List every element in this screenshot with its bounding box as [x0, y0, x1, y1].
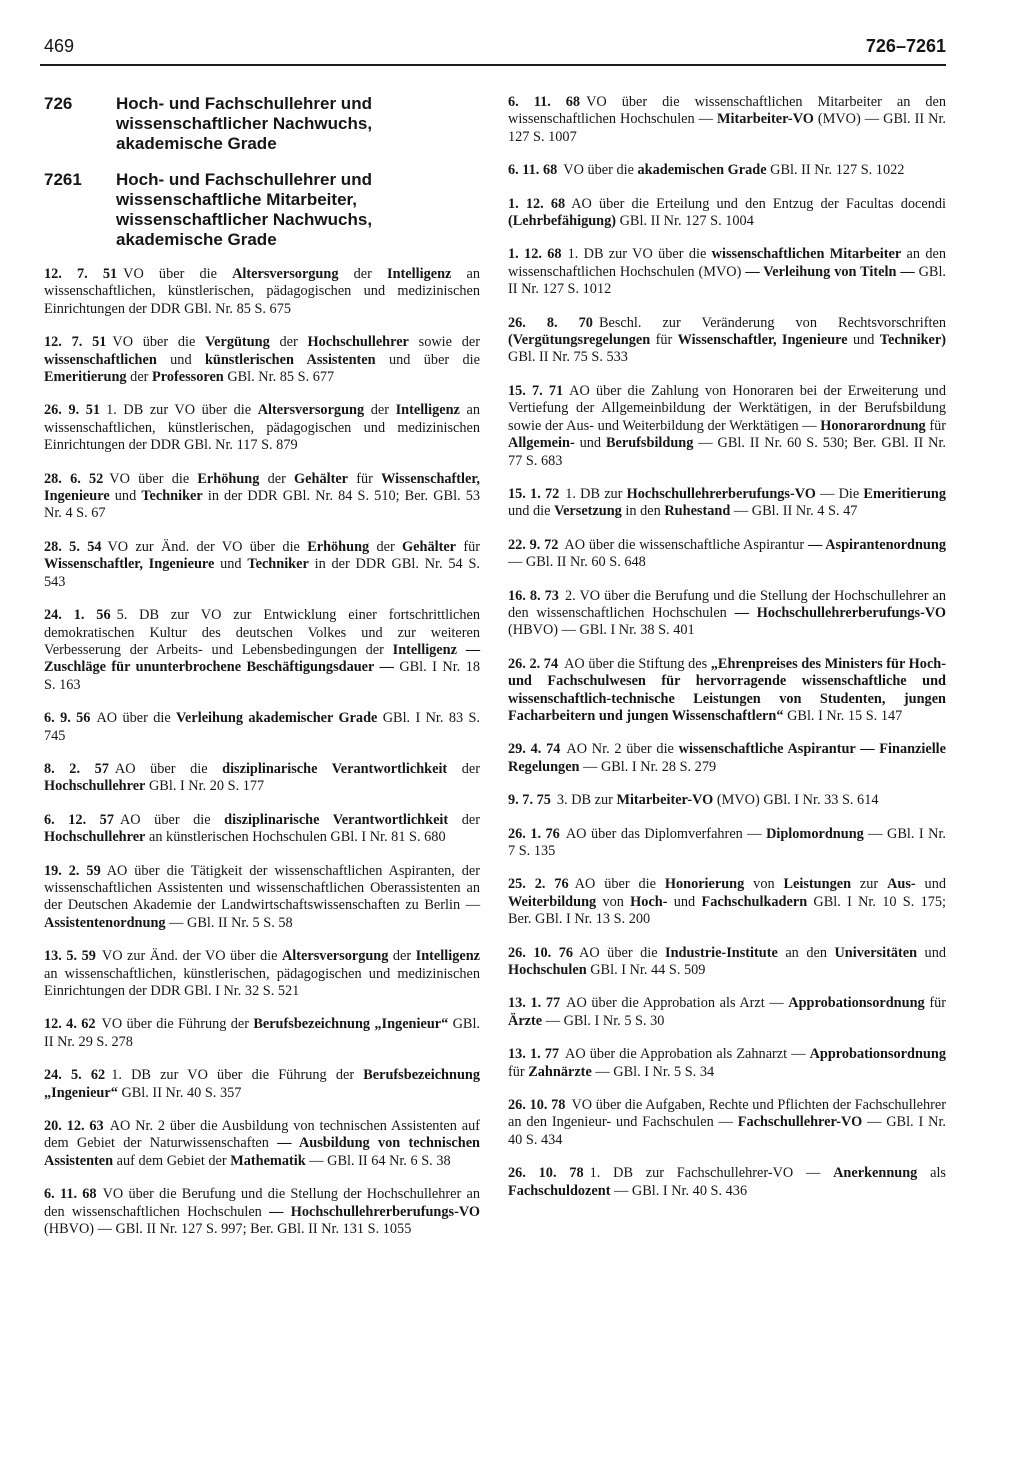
entry-text: VO über die	[123, 266, 233, 282]
entry-text: und	[109, 488, 142, 505]
entry-text: — Die	[815, 485, 864, 502]
entry-text: der	[338, 266, 388, 282]
entry-text: an den wissenschaftlichen Hochschulen (MVO)	[508, 246, 946, 280]
entry-text: sowie der	[408, 334, 480, 351]
entry-text: GBl. I Nr. 15 S. 147	[783, 707, 903, 724]
law-entry	[508, 995, 946, 1030]
entry-keyword: Fachschuldozent	[508, 1182, 611, 1199]
entry-keyword: Mitarbeiter-VO	[717, 111, 814, 128]
entry-text: AO über die Erteilung und den Entzug der Facultas docendi	[571, 195, 946, 212]
entry-text: in der DDR GBl. Nr. 54 S. 543	[44, 556, 480, 590]
entry-date: 13. 1. 77	[508, 995, 561, 1012]
entry-keyword: — Hochschullehrerberufungs-VO	[734, 604, 946, 621]
entry-keyword: Allgemein-	[508, 435, 575, 452]
entry-keyword: Assistentenordnung	[44, 914, 166, 931]
entry-text: Beschl. zur Veränderung von Rechtsvorschriften	[598, 314, 946, 331]
entry-date: 28. 6. 52	[44, 470, 104, 487]
entry-text: 1. DB zur VO über die	[567, 246, 712, 263]
entry-text: und die	[508, 503, 555, 520]
entry-keyword: „Ehrenpreises des Ministers für Hoch- und Fachschulwesen für hervorragende wissenschaftliche und wissenschaftlich-technische Leistungen von Studenten, jungen Facharbeitern und jungen Wissenschaftlern“	[508, 655, 946, 724]
entry-keyword: Approbationsordnung	[788, 995, 925, 1012]
entry-text: GBl. II Nr. 127 S. 1004	[616, 213, 754, 230]
entry-date: 6. 9. 56	[44, 710, 91, 727]
entry-date: 26. 10. 76	[508, 944, 574, 961]
entry-text: AO über die Zahlung von Honoraren bei der Erweiterung und Vertiefung der Allgemeinbildung der Werktätigen, in der Berufsbildung sowie der Aus- und Weiterbildung der Werktätigen —	[508, 382, 946, 434]
entry-text: — GBl. I Nr. 40 S. 436	[610, 1182, 748, 1199]
entry-text: an künstlerischen Hochschulen GBl. I Nr. 81 S. 680	[145, 829, 446, 846]
entry-keyword: Techniker)	[879, 332, 946, 349]
entry-text: — GBl. II 64 Nr. 6 S. 38	[305, 1152, 451, 1169]
entry-text: AO über die wissenschaftliche Aspirantur	[564, 536, 808, 553]
entry-text: in der DDR GBl. Nr. 84 S. 510; Ber. GBl. 53 Nr. 4 S. 67	[44, 488, 481, 522]
entry-date: 24. 1. 56	[44, 607, 111, 624]
entry-keyword: Gehälter	[294, 470, 349, 487]
entry-text: VO über die	[109, 470, 198, 487]
entry-keyword: Berufsbezeichnung „Ingenieur“	[253, 1016, 449, 1033]
entry-date: 26. 9. 51	[44, 402, 101, 419]
entry-keyword: Leistungen	[783, 876, 852, 893]
entry-text: für	[924, 995, 946, 1012]
entry-keyword: Gehälter	[402, 538, 457, 555]
entry-text: VO zur Änd. der VO über die	[101, 948, 282, 965]
entry-date: 26. 8. 70	[508, 314, 593, 331]
entry-date: 15. 1. 72	[508, 485, 560, 502]
entry-keyword: — Verleihung von Titeln —	[745, 263, 915, 280]
law-entry	[44, 1067, 480, 1102]
law-entry	[508, 1097, 946, 1149]
entry-keyword: Zahnärzte	[528, 1063, 592, 1080]
law-entry	[44, 539, 480, 591]
entry-text: — GBl. I Nr. 7 S. 135	[508, 825, 947, 859]
law-entry	[508, 196, 946, 231]
entry-keyword: Vergütung	[205, 334, 270, 351]
entry-text: und	[915, 876, 947, 893]
entry-keyword: Emeritierung	[863, 485, 946, 502]
entry-text: der	[447, 760, 481, 777]
law-entry	[508, 945, 946, 980]
law-entry	[508, 1165, 946, 1200]
entry-keyword: Intelligenz	[395, 402, 460, 419]
entry-date: 9. 7. 75	[508, 792, 551, 809]
entry-text: 3. DB zur	[556, 792, 617, 809]
entry-text: der	[269, 334, 308, 351]
section-heading-726	[44, 94, 480, 154]
entry-date: 1. 12. 68	[508, 195, 566, 212]
entry-text: VO über die Führung der	[101, 1016, 254, 1033]
entry-text: — GBl. II Nr. 60 S. 530; Ber. GBl. II Nr. 77 S. 683	[508, 435, 946, 469]
section-title: Hoch- und Fachschullehrer und wissenschaftliche Mitarbeiter, wissenschaftlicher Nachwuchs, akademische Grade	[116, 170, 373, 249]
entry-text: an wissenschaftlichen, künstlerischen, pädagogischen und medizinischen Einrichtungen der DDR GBl. Nr. 85 S. 675	[44, 266, 480, 317]
entry-date: 1. 12. 68	[508, 246, 562, 263]
entry-text: GBl. I Nr. 44 S. 509	[586, 962, 706, 979]
entry-keyword: Techniker	[141, 488, 203, 505]
law-entry	[508, 1046, 946, 1081]
entry-text: AO über das Diplomverfahren —	[565, 825, 767, 842]
entry-text: — GBl. I Nr. 5 S. 34	[591, 1063, 715, 1080]
entry-date: 13. 5. 59	[44, 948, 96, 965]
law-entry	[44, 471, 480, 523]
entry-keyword: Altersversorgung	[281, 948, 389, 965]
entry-keyword: Wissenschaftler, Ingenieure	[677, 332, 848, 349]
entry-keyword: Intelligenz	[387, 266, 452, 282]
law-entry	[44, 1186, 480, 1238]
entry-text: AO Nr. 2 über die	[566, 741, 679, 758]
entry-date: 15. 7. 71	[508, 382, 564, 399]
entry-date: 22. 9. 72	[508, 536, 559, 553]
left-column	[44, 94, 480, 1254]
entry-keyword: Intelligenz	[415, 948, 480, 965]
law-entry	[508, 162, 946, 179]
entry-text: 1. DB zur	[565, 485, 627, 502]
entry-keyword: disziplinarische Verantwortlichkeit	[224, 811, 449, 828]
entry-text: und über die	[375, 351, 480, 368]
entry-text: — GBl. II Nr. 5 S. 58	[165, 914, 293, 931]
entry-keyword: Industrie-Institute	[665, 944, 778, 961]
entry-text: AO über die	[579, 944, 666, 961]
entry-keyword: Universitäten	[834, 944, 918, 961]
law-entry	[44, 812, 480, 847]
entry-text: und	[847, 332, 880, 349]
entry-text: und	[156, 351, 205, 368]
entry-text: VO zur Änd. der VO über die	[107, 538, 308, 555]
header-rule	[40, 64, 946, 66]
entry-text: VO über die	[563, 162, 638, 179]
entry-text: AO über die	[96, 710, 177, 727]
entry-keyword: Aus-	[887, 876, 916, 893]
entry-keyword: wissenschaftliche Aspirantur — Finanzielle Regelungen	[508, 741, 946, 775]
entry-text: AO Nr. 2 über die Ausbildung von technischen Assistenten auf dem Gebiet der Naturwissenschaften	[44, 1118, 481, 1152]
entry-text: der	[126, 369, 152, 386]
entry-date: 12. 7. 51	[44, 266, 118, 282]
entry-keyword: Hochschullehrerberufungs-VO	[626, 485, 816, 502]
entry-keyword: — Hochschullehrerberufungs-VO	[269, 1203, 480, 1220]
section-code: 726	[44, 94, 73, 113]
entry-keyword: Honorierung	[664, 876, 745, 893]
entry-text: der	[259, 470, 295, 487]
entry-date: 19. 2. 59	[44, 862, 101, 879]
entry-text: als	[917, 1165, 946, 1182]
entry-text: zur	[851, 876, 888, 893]
right-column	[508, 94, 946, 1216]
law-entry	[508, 486, 946, 521]
entry-text: VO über die Aufgaben, Rechte und Pflichten der Fachschullehrer an den Ingenieur- und Fachschulen —	[508, 1097, 946, 1131]
entry-text: (MVO) GBl. I Nr. 33 S. 614	[713, 792, 879, 809]
entry-text: GBl. I Nr. 18 S. 163	[44, 659, 480, 693]
entry-text: (HBVO) — GBl. I Nr. 38 S. 401	[508, 622, 695, 639]
entry-keyword: Ärzte	[508, 1012, 543, 1029]
entry-text: (HBVO) — GBl. II Nr. 127 S. 997; Ber. GBl. II Nr. 131 S. 1055	[44, 1221, 412, 1238]
entry-date: 13. 1. 77	[508, 1046, 560, 1063]
entry-keyword: Versetzung	[554, 503, 622, 520]
law-entry	[44, 761, 480, 796]
law-entry	[508, 537, 946, 572]
entry-keyword: Verleihung akademischer Grade	[176, 710, 378, 727]
entry-date: 24. 5. 62	[44, 1067, 106, 1084]
entry-text: AO über die	[114, 760, 223, 777]
entry-keyword: — Ausbildung von technischen Assistenten	[44, 1135, 480, 1169]
entry-text: GBl. Nr. 85 S. 677	[223, 369, 335, 386]
law-entry	[44, 863, 480, 933]
entry-keyword: Berufsbezeichnung „Ingenieur“	[44, 1067, 480, 1101]
left-entry-list	[44, 266, 480, 1238]
entry-text: und	[574, 435, 606, 452]
entry-text: GBl. I Nr. 20 S. 177	[145, 778, 265, 795]
entry-text: 2. VO über die Berufung und die Stellung der Hochschullehrer an den wissenschaftlichen Hochschulen	[508, 587, 946, 621]
entry-keyword: Honorarordnung	[820, 417, 926, 434]
entry-text: AO über die Approbation als Arzt —	[566, 995, 789, 1012]
entry-keyword: Berufsbildung	[605, 435, 694, 452]
entry-text: für	[508, 1063, 529, 1080]
entry-keyword: Ruhestand	[664, 503, 731, 520]
law-entry	[508, 246, 946, 298]
entry-text: GBl. II Nr. 127 S. 1022	[766, 162, 905, 179]
entry-keyword: künstlerischen Assistenten	[204, 351, 376, 368]
law-entry	[44, 266, 480, 318]
entry-keyword: Emeritierung	[44, 369, 127, 386]
entry-text: — GBl. I Nr. 40 S. 434	[508, 1114, 946, 1148]
law-entry	[508, 826, 946, 861]
entry-keyword: (Lehrbefähigung)	[508, 213, 617, 230]
entry-keyword: Approbationsordnung	[809, 1046, 946, 1063]
law-entry	[44, 402, 480, 454]
entry-text: — GBl. II Nr. 4 S. 47	[730, 503, 858, 520]
entry-keyword: Wissenschaftler, Ingenieure	[44, 556, 215, 573]
entry-keyword: Erhöhung	[307, 538, 370, 555]
entry-date: 6. 11. 68	[508, 94, 581, 110]
entry-text: (MVO) — GBl. II Nr. 127 S. 1007	[508, 111, 946, 145]
entry-date: 12. 4. 62	[44, 1016, 96, 1033]
entry-text: und	[214, 556, 248, 573]
entry-keyword: disziplinarische Verantwortlichkeit	[222, 760, 448, 777]
entry-keyword: Hoch-	[630, 893, 668, 910]
entry-keyword: Techniker	[247, 556, 309, 573]
entry-text: 1. DB zur VO über die Führung der	[111, 1067, 364, 1084]
entry-text: VO über die wissenschaftlichen Mitarbeiter an den wissenschaftlichen Hochschulen —	[508, 94, 946, 128]
entry-keyword: Mitarbeiter-VO	[616, 792, 714, 809]
law-entry	[508, 876, 946, 928]
entry-text: GBl. I Nr. 10 S. 175; Ber. GBl. I Nr. 13 S. 200	[508, 893, 947, 928]
entry-date: 12. 7. 51	[44, 334, 107, 351]
entry-date: 20. 12. 63	[44, 1118, 104, 1135]
entry-date: 26. 2. 74	[508, 655, 559, 672]
law-entry	[44, 607, 480, 694]
entry-text: AO über die	[574, 876, 665, 893]
entry-text: AO über die Tätigkeit der wissenschaftlichen Aspiranten, der wissenschaftlichen Assistenten und wissenschaftlichen Oberassistenten an der Deutschen Akademie der Landwirtschaftswissenschaften zu Berlin —	[44, 862, 480, 914]
entry-text: der	[388, 948, 416, 965]
law-entry	[44, 948, 480, 1000]
right-entry-list	[508, 94, 946, 1200]
entry-keyword: Anerkennung	[833, 1165, 918, 1182]
entry-keyword: Weiterbildung	[508, 893, 597, 910]
law-entry	[44, 1118, 480, 1170]
entry-date: 28. 5. 54	[44, 538, 102, 555]
law-entry	[508, 792, 946, 809]
entry-text: der	[448, 811, 480, 828]
entry-keyword: Fachschulkadern	[701, 893, 808, 910]
entry-text: auf dem Gebiet der	[113, 1152, 231, 1169]
entry-date: 8. 2. 57	[44, 760, 109, 777]
entry-text: an wissenschaftlichen, künstlerischen, pädagogischen und medizinischen Einrichtungen der DDR GBl. Nr. 117 S. 879	[44, 402, 481, 454]
entry-text: an den	[777, 944, 835, 961]
law-entry	[44, 334, 480, 386]
entry-text: für	[348, 470, 382, 487]
entry-text: der	[364, 402, 396, 419]
entry-text: 1. DB zur VO über die	[106, 402, 258, 419]
entry-text: VO über die Berufung und die Stellung der Hochschullehrer an den wissenschaftlichen Hochschulen	[44, 1186, 480, 1220]
entry-keyword: Intelligenz — Zuschläge für ununterbrochene Beschäftigungsdauer —	[44, 641, 480, 676]
entry-date: 25. 2. 76	[508, 876, 569, 893]
entry-text: AO über die Stiftung des	[564, 655, 711, 672]
entry-date: 29. 4. 74	[508, 741, 561, 758]
entry-keyword: Fachschullehrer-VO	[737, 1114, 863, 1131]
entry-date: 26. 1. 76	[508, 825, 560, 842]
entry-keyword: Erhöhung	[197, 470, 260, 487]
entry-text: GBl. II Nr. 75 S. 533	[508, 349, 628, 366]
law-entry	[508, 383, 946, 470]
law-entry	[508, 94, 946, 146]
entry-text: VO über die	[112, 334, 206, 351]
entry-keyword: Hochschullehrer	[307, 334, 409, 351]
entry-text: GBl. I Nr. 83 S. 745	[44, 710, 481, 744]
law-entry	[508, 315, 946, 367]
entry-keyword: Altersversorgung	[257, 402, 365, 419]
entry-date: 6. 11. 68	[508, 162, 558, 179]
entry-text: 1. DB zur Fachschullehrer-VO —	[589, 1165, 834, 1182]
page-number: 469	[44, 36, 75, 56]
entry-date: 6. 11. 68	[44, 1186, 97, 1203]
entry-text: — GBl. I Nr. 28 S. 279	[579, 758, 717, 775]
entry-date: 26. 10. 78	[508, 1165, 584, 1182]
page-range: 726–7261	[865, 36, 946, 56]
law-entry	[508, 741, 946, 776]
law-entry	[44, 1016, 480, 1051]
entry-text: und	[667, 893, 702, 910]
entry-text: für	[650, 332, 678, 349]
law-entry	[508, 588, 946, 640]
entry-text: für	[925, 417, 946, 434]
entry-text: an wissenschaftlichen, künstlerischen, pädagogischen und medizinischen Einrichtungen der DDR GBl. I Nr. 32 S. 521	[44, 965, 480, 999]
entry-keyword: akademischen Grade	[637, 162, 767, 179]
entry-keyword: wissenschaftlichen	[44, 351, 157, 368]
entry-keyword: Wissenschaftler, Ingenieure	[44, 470, 480, 505]
entry-text: — GBl. I Nr. 5 S. 30	[542, 1012, 665, 1029]
entry-keyword: Altersversorgung	[232, 266, 339, 282]
entry-text: AO über die	[119, 811, 225, 828]
entry-text: 5. DB zur VO zur Entwicklung einer fortschrittlichen demokratischen Kultur des deutschen Volkes und zur weiteren Verbesserung der Arbeits- und Lebensbedingungen der	[44, 607, 481, 658]
entry-keyword: Professoren	[152, 369, 224, 386]
entry-text: der	[369, 538, 403, 555]
entry-text: AO über die Approbation als Zahnarzt —	[565, 1046, 810, 1063]
entry-text: in den	[621, 503, 665, 520]
entry-date: 16. 8. 73	[508, 587, 559, 604]
entry-keyword: Hochschullehrer	[44, 829, 146, 846]
entry-text: GBl. II Nr. 40 S. 357	[117, 1084, 242, 1101]
entry-keyword: Hochschulen	[508, 962, 587, 979]
section-heading-7261	[44, 170, 480, 250]
entry-text: von	[744, 876, 784, 893]
section-title: Hoch- und Fachschullehrer und wissenschaftlicher Nachwuchs, akademische Grade	[116, 94, 373, 153]
entry-date: 26. 10. 78	[508, 1097, 566, 1114]
entry-keyword: wissenschaftlichen Mitarbeiter	[711, 246, 902, 263]
entry-keyword: (Vergütungsregelungen	[508, 332, 651, 349]
law-entry	[44, 710, 480, 745]
entry-text: — GBl. II Nr. 60 S. 648	[508, 554, 646, 571]
entry-keyword: Diplomordnung	[766, 825, 864, 842]
entry-text: GBl. II Nr. 29 S. 278	[44, 1016, 480, 1050]
entry-keyword: Mathematik	[230, 1152, 306, 1169]
law-entry	[508, 656, 946, 726]
entry-keyword: — Aspirantenordnung	[807, 536, 946, 553]
section-code: 7261	[44, 170, 82, 189]
entry-text: für	[456, 538, 480, 555]
entry-text: von	[596, 893, 631, 910]
entry-text: GBl. II Nr. 127 S. 1012	[508, 263, 946, 298]
entry-keyword: Hochschullehrer	[44, 778, 146, 795]
entry-date: 6. 12. 57	[44, 811, 114, 828]
entry-text: und	[917, 944, 947, 961]
